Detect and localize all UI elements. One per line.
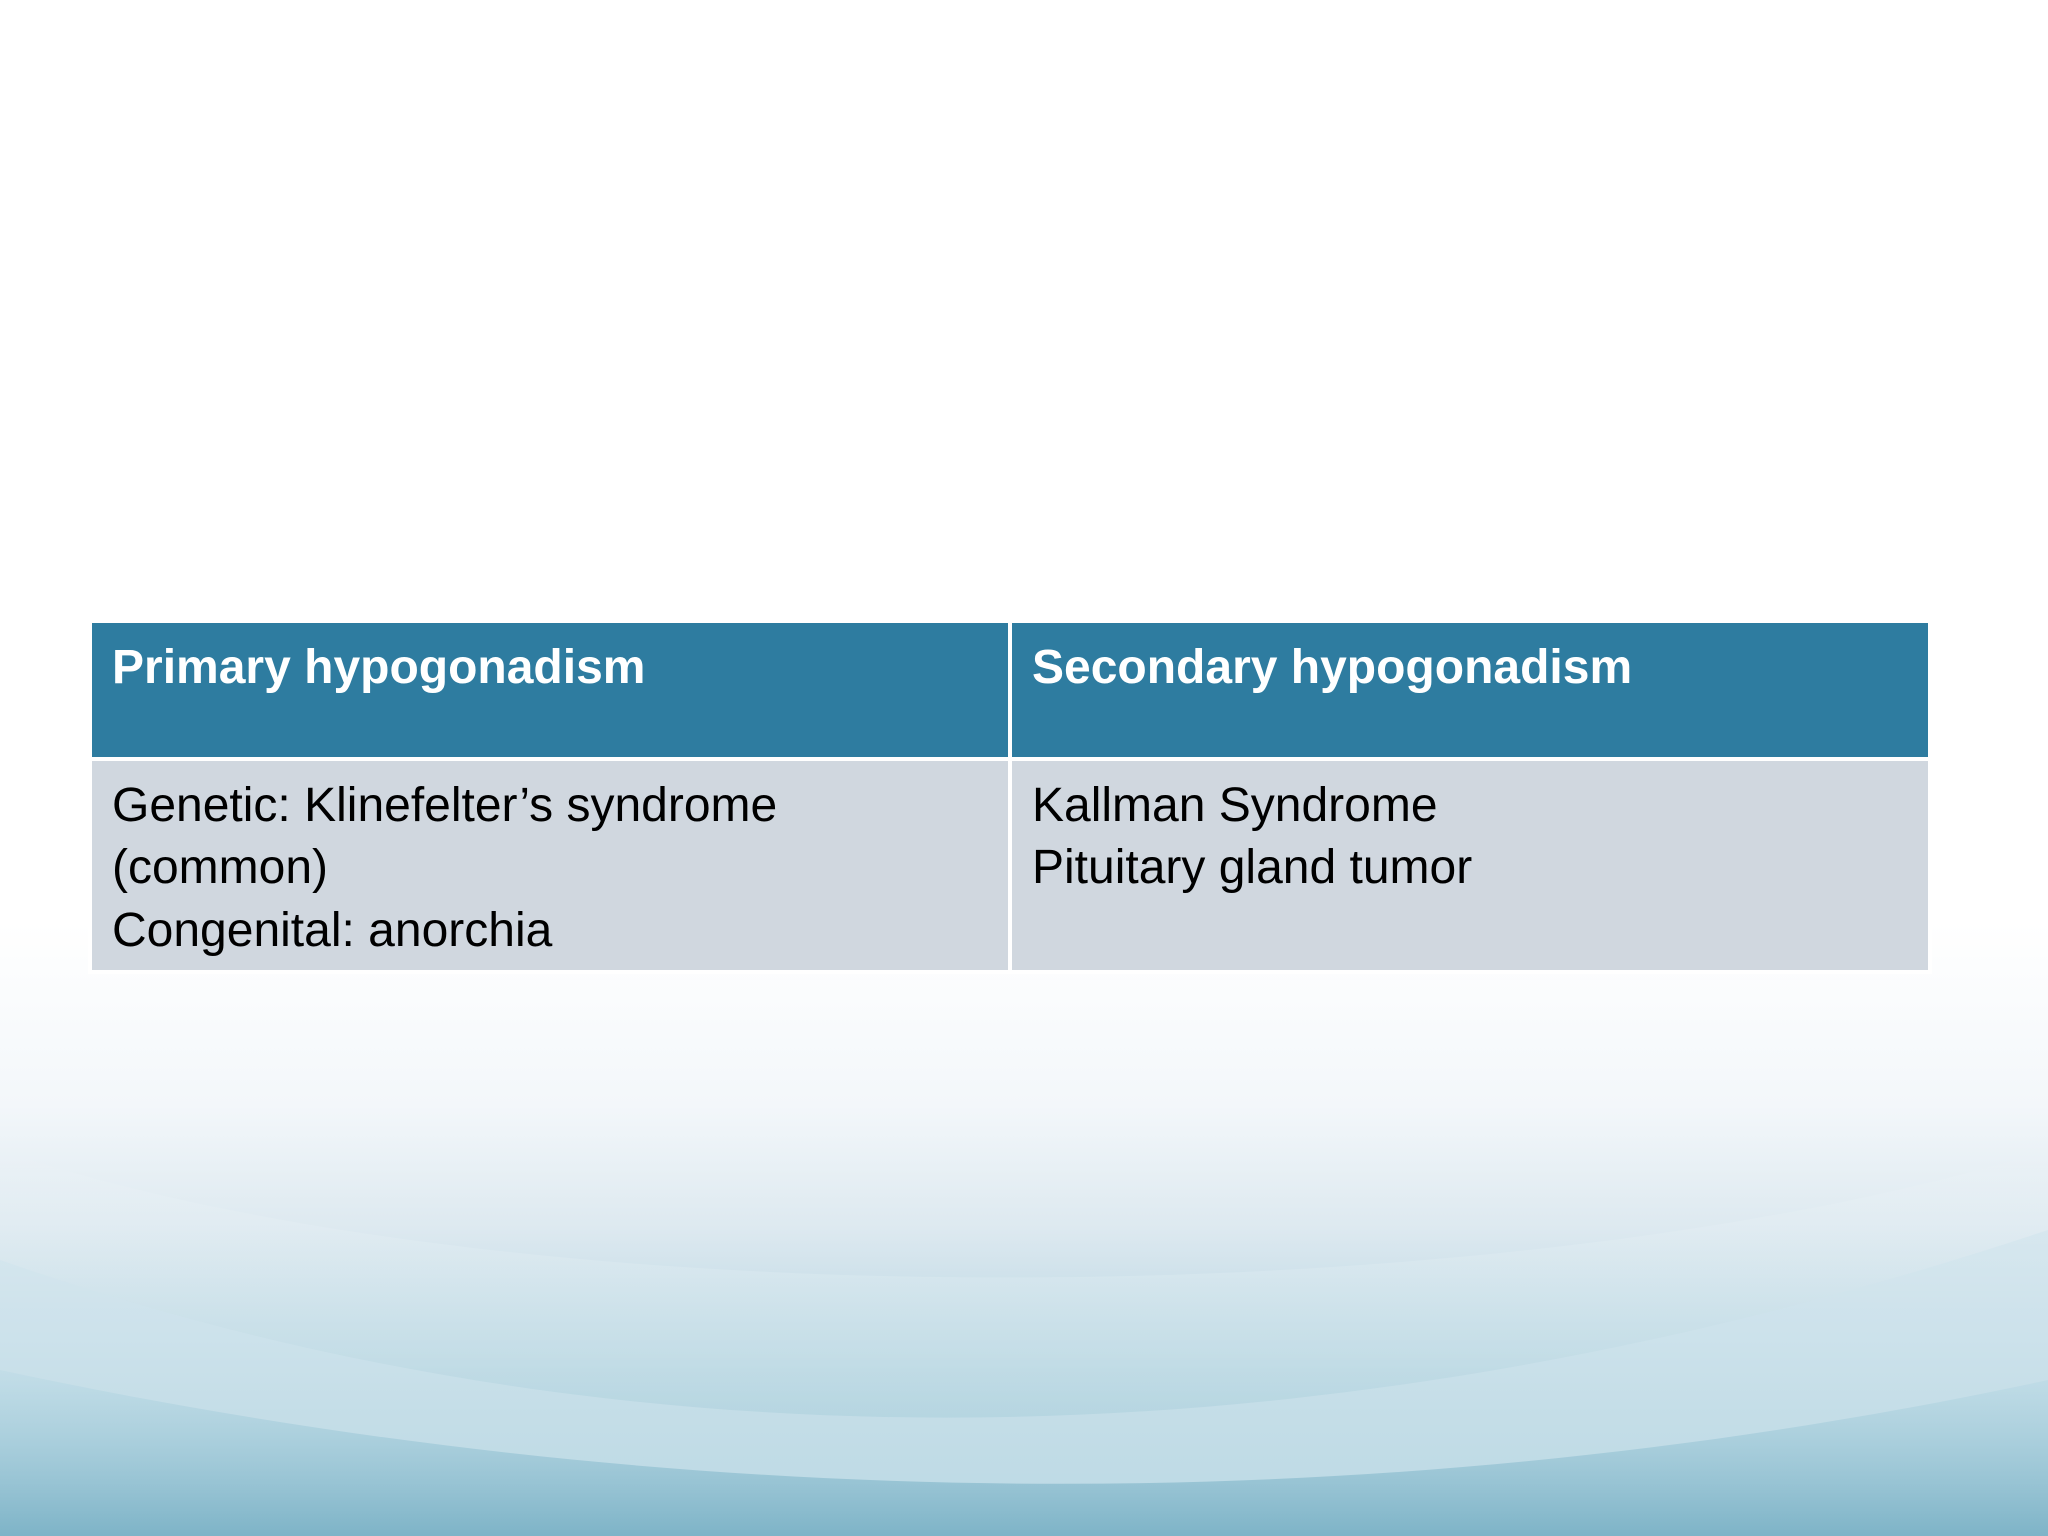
table-header-row: [90, 621, 1930, 759]
secondary-cause-pituitary: Pituitary gland tumor: [1032, 841, 1473, 895]
primary-cause-genetic-note: (common): [112, 841, 329, 895]
cell-primary-causes: [90, 759, 1010, 972]
table-row: [90, 759, 1930, 972]
header-secondary-hypogonadism: Secondary hypogonadism: [1010, 621, 1930, 759]
cell-secondary-causes: [1010, 759, 1930, 972]
primary-cause-congenital: Congenital: anorchia: [112, 903, 553, 957]
header-primary-hypogonadism: Primary hypogonadism: [90, 621, 1010, 759]
secondary-cause-kallman: Kallman Syndrome: [1032, 779, 1438, 832]
primary-cause-genetic: Genetic: Klinefelter’s syndrome: [112, 779, 778, 832]
hypogonadism-table: [88, 619, 1932, 974]
